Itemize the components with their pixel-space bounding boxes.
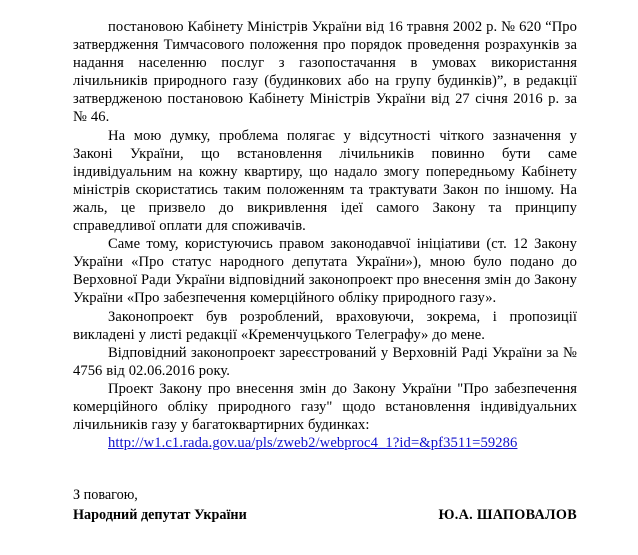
signature-regards: З повагою, [73,487,138,503]
signature-title: Народний депутат України [73,506,247,523]
document-body [73,18,577,452]
paragraph-1: постановою Кабінету Міністрів України від 16 травня 2002 р. № 620 “Про затвердження Тимчасового положення про порядок проведення розрахунків за надання населенню послуг з газопостачання в умовах використання лічильників природного газу (будинкових або на групу будинків)”, в редакції затвердженою постановою Кабінету Міністрів України від 27 січня 2016 р. за № 46. [73,19,577,126]
link-line [73,434,577,452]
paragraph-4: Законопроект був розроблений, враховуючи, зокрема, і пропозиції викладені у листі редакції «Кременчуцького Телеграфу» до мене. [73,308,577,343]
paragraph-3: Саме тому, користуючись правом законодавчої ініціативи (ст. 12 Закону України «Про статус народного депутата України»), мною було подано до Верховної Ради України відповідний законопроект про внесення змін до Закону України «Про забезпечення комерційного обліку природного газу». [73,236,577,307]
signature-row [73,506,577,524]
paragraph-6: Проект Закону про внесення змін до Закону України "Про забезпечення комерційного обліку природного газу" щодо встановлення індивідуальних лічильників газу у багатоквартирних будинках: [73,380,577,434]
signature-name: Ю.А. ШАПОВАЛОВ [438,506,577,523]
paragraph-5: Відповідний законопроект зареєстрований у Верховній Раді України за № 4756 від 02.06.2016 року. [73,344,577,379]
paragraph-2: На мою думку, проблема полягає у відсутності чіткого зазначення у Законі України, що встановлення лічильників повинно бути саме індивідуальним на кожну квартиру, що надало змогу попередньому Кабінету міністрів скористатись таким положенням та трактувати Закон по іншому. На жаль, це призвело до викривлення ідеї самого Закону та принципу справедливої оплати для споживачів. [73,127,577,235]
bill-registration-link[interactable]: http://w1.c1.rada.gov.ua/pls/zweb2/webproc4_1?id=&pf3511=59286 [108,435,518,452]
signature-block [73,487,577,524]
